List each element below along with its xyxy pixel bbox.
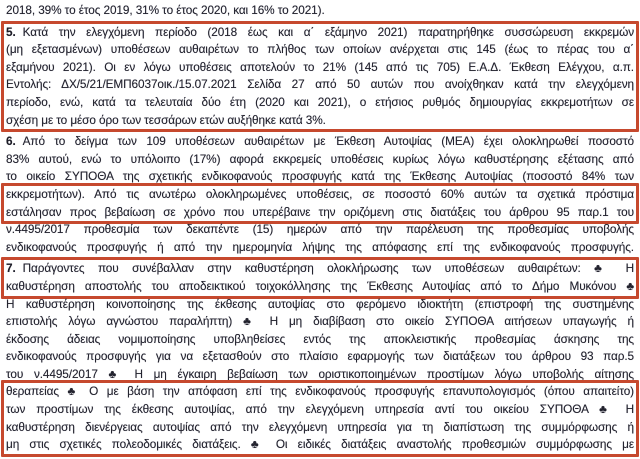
text-line bbox=[6, 260, 634, 278]
text-line bbox=[6, 313, 634, 331]
line-text: (μη εξετασμένων) υποθέσεων αυθαιρέτων το πλήθος των οποίων ανέρχεται στις 145 (έως το πέρας του α΄ bbox=[6, 42, 634, 57]
line-text: του ν.4495/2017 ♣ Η μη έγκαιρη βεβαίωση των οριστικοποιημένων προστίμων λόγω υποβολής αίτησης bbox=[6, 366, 634, 381]
line-text: 2018, 39% το έτος 2019, 31% το έτος 2020, και 16% το 2021). bbox=[6, 3, 325, 17]
line-text: επιστολής λόγω αγνώστου παραλήπτη) ♣ Η μη διαβίβαση στο οικείο ΣΥΠΟΘΑ αιτήσεων υπαγωγής ή bbox=[6, 314, 634, 329]
text-line bbox=[6, 151, 634, 169]
text-line bbox=[6, 401, 634, 419]
line-text: Εντολής: ΔΧ/5/21/ΕΜΠ6037οικ./15.07.2021 Σελίδα 27 από 50 αυτών που ανοίχθηκαν κατά την ελεγχόμενη bbox=[6, 77, 634, 92]
text-passage bbox=[6, 133, 634, 186]
text-line bbox=[6, 2, 634, 20]
text-line bbox=[6, 296, 634, 314]
line-text: θεραπείας ♣ Ο με βάση την απόφαση επί της ενδικοφανούς προσφυγής επανυπολογισμός (όπου απαιτείτο) bbox=[6, 384, 634, 399]
text-line bbox=[6, 41, 634, 59]
line-text: εστάλησαν προς βεβαίωση σε χρόνο που υπερέβαινε την οριζόμενη στις διατάξεις του άρθρου 95 παρ.1 του bbox=[6, 204, 634, 219]
line-text: καθυστέρηση αποστολής του αποδεικτικού τοιχοκόλλησης της Έκθεσης Αυτοψίας από το Δήμο Μυκόνου ♣ bbox=[6, 278, 634, 293]
line-text: Κατά την ελεγχόμενη περίοδο (2018 έως και α΄ εξάμηνο 2021) παρατηρήθηκε συσσώρευση εκκρεμών bbox=[22, 24, 634, 39]
line-text: ενδικοφανούς προσφυγής ή από την ημερομηνία λήψης της απόφασης επί της ενδικοφανούς προσφυγής. bbox=[6, 239, 634, 254]
paragraph-number: 7. bbox=[6, 261, 16, 276]
text-line bbox=[6, 133, 634, 151]
text-line bbox=[6, 204, 634, 222]
text-line bbox=[6, 239, 634, 257]
highlighted-passage bbox=[1, 380, 639, 456]
line-text: Παράγοντες που συνέβαλλαν στην καθυστέρηση ολοκλήρωσης των υποθέσεων αυθαιρέτων: ♣ Η bbox=[22, 261, 634, 276]
line-text: μη στις σχετικές πολεοδομικές διατάξεις. ♣ Οι ειδικές διατάξεις αναστολής προθεσμιών συμμόρφωσης με bbox=[6, 437, 634, 452]
text-line bbox=[6, 331, 634, 349]
line-text: έκδοσης άδειας νομιμοποίησης υποβληθείσες εντός της αποκλειστικής προθεσμίας άσκησης της bbox=[6, 331, 634, 346]
line-text: ενδικοφανούς προσφυγής για να εξετασθούν στο πλαίσιο εφαρμογής των διατάξεων του άρθρου 93 παρ.5 bbox=[6, 349, 634, 364]
line-text: περίοδο, ενώ, κατά τα τελευταία δύο έτη (2020 και 2021), ο ετήσιος ρυθμός δημιουργίας εκκρεμοτήτων σε bbox=[6, 94, 634, 109]
text-line bbox=[6, 59, 634, 77]
text-line bbox=[6, 348, 634, 366]
line-text: σχέση με το μέσο όρο των τεσσάρων ετών αυξήθηκε κατά 3%. bbox=[6, 112, 326, 127]
line-text: Από το δείγμα των 109 υποθέσεων αυθαιρέτων με Έκθεση Αυτοψίας (ΜΕΑ) έχει ολοκληρωθεί ποσοστό bbox=[22, 134, 634, 149]
line-text: Η καθυστέρηση κοινοποίησης της έκθεσης αυτοψίας στο φερόμενο ιδιοκτήτη (επιστροφή της συστημένης bbox=[6, 296, 634, 311]
text-line bbox=[6, 419, 634, 437]
text-passage bbox=[6, 221, 634, 256]
text-passage bbox=[6, 296, 634, 384]
line-text: το οικείο ΣΥΠΟΘΑ της σχετικής ενδικοφανούς προσφυγής κατά της Έκθεσης Αυτοψίας (ποσοστό 84% των bbox=[6, 169, 634, 184]
highlighted-passage bbox=[1, 21, 639, 133]
text-line bbox=[6, 186, 634, 204]
paragraph-number: 5. bbox=[6, 24, 16, 39]
line-text: 83% αυτού, ενώ το υπόλοιπο (17%) αφορά εκκρεμείς υποθέσεις κυρίως λόγω καθυστέρησης εξέτασης από bbox=[6, 151, 634, 166]
highlighted-passage bbox=[1, 183, 639, 224]
text-line bbox=[6, 221, 634, 239]
text-line bbox=[6, 24, 634, 42]
line-text: καθυστέρηση διενέργειας αυτοψίας από την ελεγχόμενη υπηρεσία για τη διαπίστωση της συμμόρφωσης ή bbox=[6, 419, 634, 434]
text-line bbox=[6, 383, 634, 401]
line-text: ν.4495/2017 προθεσμία των δεκαπέντε (15) ημερών από την παρέλευση της προθεσμίας υποβολής bbox=[6, 222, 634, 237]
line-text: εξαμήνου 2021). Οι εν λόγω υποθέσεις αποτελούν το 21% (145 από τις 705) Ε.Α.Δ. Έκθεση Ελέγχου, α.π. bbox=[6, 59, 634, 74]
text-line bbox=[6, 278, 634, 296]
paragraph-number: 6. bbox=[6, 134, 16, 149]
text-line bbox=[6, 436, 634, 454]
text-passage bbox=[6, 2, 634, 20]
line-text: των προστίμων της έκθεσης αυτοψίας, από την ελεγχόμενη υπηρεσία αντί του οικείου ΣΥΠΟΘΑ ♣ Η bbox=[6, 402, 634, 417]
text-line bbox=[6, 112, 634, 130]
line-text: εκκρεμοτήτων). Από τις ανωτέρω ολοκληρωμένες υποθέσεις, σε ποσοστό 60% αυτών τα σχετικά πρόστιμα bbox=[6, 186, 634, 201]
highlighted-passage bbox=[1, 257, 639, 298]
text-line bbox=[6, 94, 634, 112]
text-line bbox=[6, 76, 634, 94]
